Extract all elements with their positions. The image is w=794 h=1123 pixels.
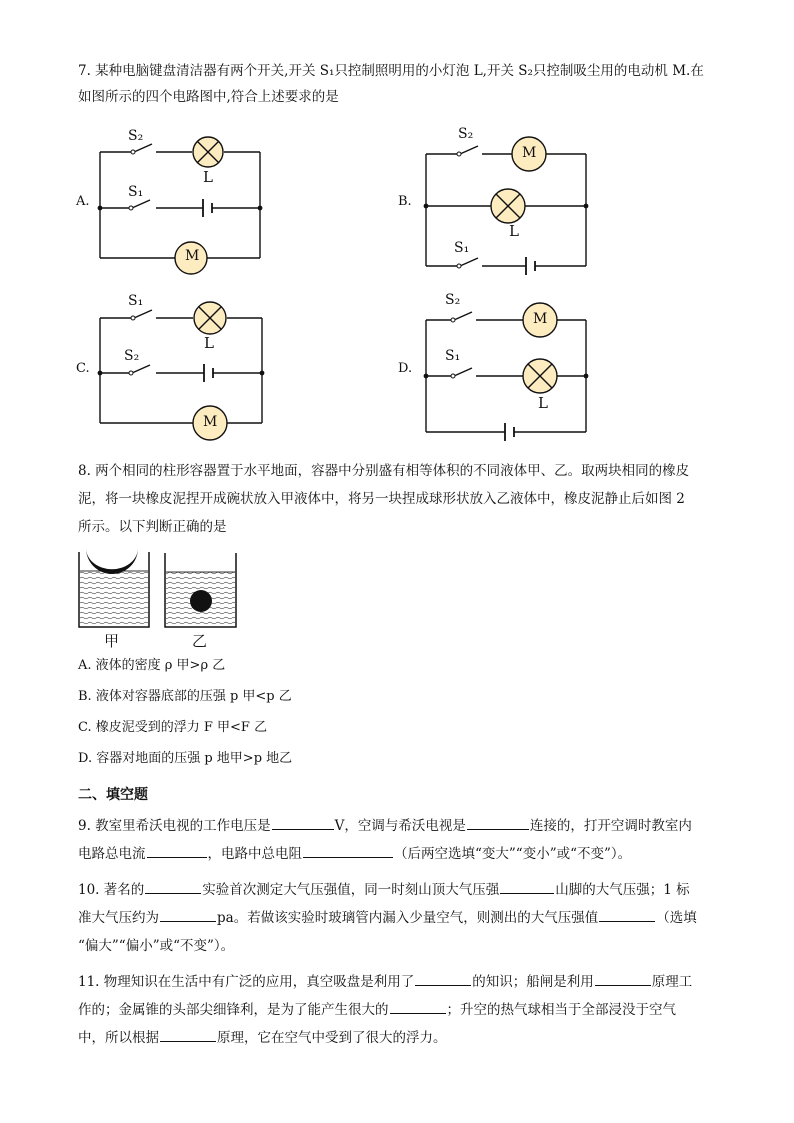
q10-line1: 10. 著名的 实验首次测定大气压强值，同一时刻山顶大气压强 山脚的大气压强；1 标 bbox=[78, 879, 690, 901]
label-motor: M bbox=[522, 145, 537, 161]
label-s2: S₂ bbox=[128, 128, 144, 144]
label-jia: 甲 bbox=[104, 632, 120, 650]
blank[interactable] bbox=[145, 879, 201, 894]
label-lamp: L bbox=[204, 334, 214, 352]
blank[interactable] bbox=[272, 815, 334, 830]
q8-choice-b: B. 液体对容器底部的压强 p 甲<p 乙 bbox=[78, 689, 292, 704]
blank[interactable] bbox=[303, 843, 393, 858]
q8-line2: 泥，将一块橡皮泥捏开成碗状放入甲液体中，将另一块捏成球形状放入乙液体中，橡皮泥静止后如图 2 bbox=[78, 491, 685, 507]
blank[interactable] bbox=[415, 971, 471, 986]
blank[interactable] bbox=[390, 999, 446, 1014]
blank[interactable] bbox=[160, 907, 216, 922]
q9-line1: 9. 教室里希沃电视的工作电压是 V，空调与希沃电视是 连接的，打开空调时教室内 bbox=[78, 815, 692, 837]
bowl-clay bbox=[86, 548, 138, 574]
label-yi: 乙 bbox=[192, 632, 208, 650]
q7-line1: 7. 某种电脑键盘清洁器有两个开关,开关 S₁只控制照明用的小灯泡 L,开关 S₂只控制吸尘用的电动机 M.在 bbox=[78, 63, 704, 79]
container-jia bbox=[79, 548, 149, 627]
label-motor: M bbox=[203, 414, 218, 430]
blank[interactable] bbox=[467, 815, 529, 830]
label-s1: S₁ bbox=[454, 240, 470, 256]
label-s2: S₂ bbox=[124, 348, 140, 364]
container-yi bbox=[165, 553, 236, 627]
blank[interactable] bbox=[599, 907, 655, 922]
label-lamp: L bbox=[538, 394, 548, 412]
q8-line3: 所示。以下判断正确的是 bbox=[78, 519, 227, 535]
blank[interactable] bbox=[160, 1027, 216, 1042]
q8-choice-c: C. 橡皮泥受到的浮力 F 甲<F 乙 bbox=[78, 720, 268, 735]
option-a-label: A. bbox=[76, 194, 90, 209]
blank[interactable] bbox=[147, 843, 207, 858]
label-s1: S₁ bbox=[128, 184, 144, 200]
q11-line1: 11. 物理知识在生活中有广泛的应用，真空吸盘是利用了 的知识；船闸是利用 原理工 bbox=[78, 971, 692, 993]
blank[interactable] bbox=[595, 971, 651, 986]
label-lamp: L bbox=[509, 222, 519, 240]
q11-line2: 作的；金属锥的头部尖细锋利，是为了能产生很大的 ；升空的热气球相当于全部浸没于空气 bbox=[78, 999, 676, 1021]
label-motor: M bbox=[533, 311, 548, 327]
section-title: 二、填空题 bbox=[78, 787, 148, 803]
option-d-label: D. bbox=[398, 361, 413, 376]
q7-line2: 如图所示的四个电路图中,符合上述要求的是 bbox=[78, 89, 339, 105]
label-s1: S₁ bbox=[445, 348, 461, 364]
label-lamp: L bbox=[203, 168, 213, 186]
q8-line1: 8. 两个相同的柱形容器置于水平地面，容器中分别盛有相等体积的不同液体甲、乙。取两块相同的橡皮 bbox=[78, 463, 690, 479]
q10-line2: 准大气压约为 pa。若做该实验时玻璃管内漏入少量空气，则测出的大气压强值 （选填 bbox=[78, 907, 697, 929]
q8-choice-d: D. 容器对地面的压强 p 地甲>p 地乙 bbox=[78, 751, 293, 766]
label-s2: S₂ bbox=[458, 126, 474, 142]
q10-line3: “偏大”“偏小”或“不变”）。 bbox=[78, 938, 235, 954]
label-s1: S₁ bbox=[128, 293, 144, 309]
q11-line3: 中，所以根据 原理，它在空气中受到了很大的浮力。 bbox=[78, 1027, 447, 1049]
option-b-label: B. bbox=[398, 194, 412, 209]
q9-line2: 电路总电流 ，电路中总电阻 （后两空选填“变大”“变小”或“不变”）。 bbox=[78, 843, 631, 865]
blank[interactable] bbox=[500, 879, 554, 894]
option-c-label: C. bbox=[76, 361, 90, 376]
label-s2: S₂ bbox=[445, 292, 461, 308]
ball-clay bbox=[190, 590, 212, 612]
label-motor: M bbox=[185, 248, 200, 264]
q8-choice-a: A. 液体的密度 ρ 甲>ρ 乙 bbox=[78, 658, 226, 673]
